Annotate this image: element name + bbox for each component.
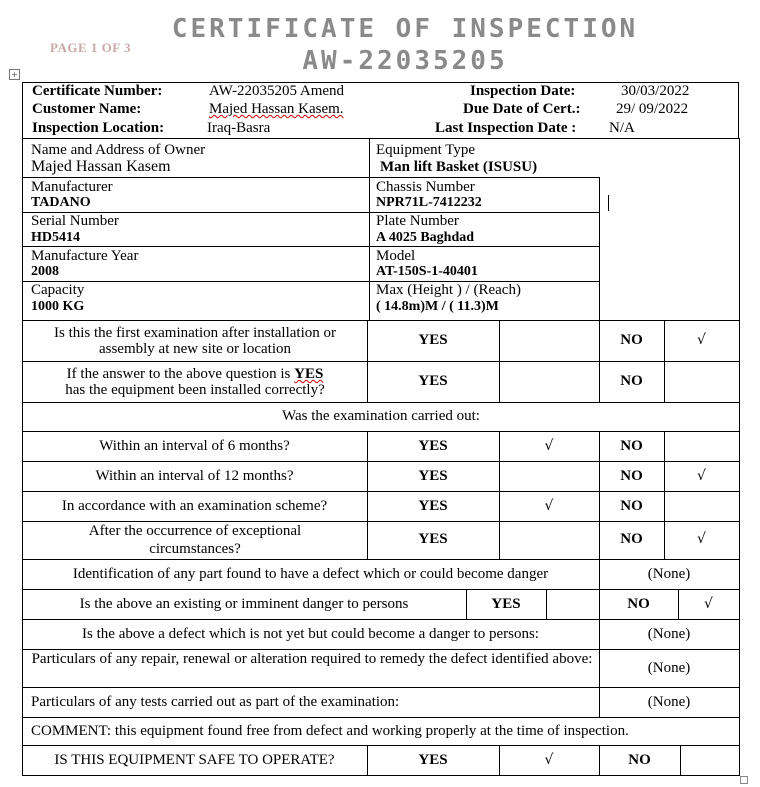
no-label: NO <box>620 332 643 348</box>
equipment-type-label: Equipment Type <box>376 142 476 158</box>
owner-value: Majed Hassan Kasem <box>31 158 171 175</box>
yes-label: YES <box>418 373 448 389</box>
question-imminent-danger: Is the above an existing or imminent danger to persons <box>79 596 409 612</box>
chassis-value: NPR71L-7412232 <box>376 195 482 210</box>
comment-text: COMMENT: this equipment found free from defect and working properly at the time of inspection. <box>31 723 629 739</box>
no-label: NO <box>620 498 643 514</box>
inspection-location-value: Iraq-Basra <box>207 120 271 136</box>
plate-label: Plate Number <box>376 213 459 229</box>
model-label: Model <box>376 248 416 264</box>
question-exceptional-circumstances: After the occurrence of exceptional circumstances? <box>88 523 302 557</box>
question-installed-correctly-yes: YES <box>294 366 324 382</box>
none-value: (None) <box>647 660 691 676</box>
certificate-title: CERTIFICATE OF INSPECTION <box>171 14 639 44</box>
chassis-label: Chassis Number <box>376 179 475 195</box>
question-12-months: Within an interval of 12 months? <box>95 468 294 484</box>
no-label: NO <box>627 596 650 612</box>
page-number-label: PAGE 1 OF 3 <box>50 40 131 55</box>
question-defect-identification: Identification of any part found to have a defect which or could become danger <box>72 566 549 582</box>
yes-label: YES <box>418 468 448 484</box>
safe-to-operate-question: IS THIS EQUIPMENT SAFE TO OPERATE? <box>54 752 335 768</box>
none-value: (None) <box>647 694 691 710</box>
capacity-value: 1000 KG <box>31 299 85 314</box>
cert-number-value: AW-22035205 Amend <box>209 83 345 99</box>
manufacturer-value: TADANO <box>31 195 91 210</box>
customer-name-value: Majed Hassan Kasem. <box>209 101 344 117</box>
table-resize-handle[interactable] <box>740 776 748 784</box>
max-height-reach-label: Max (Height ) / (Reach) <box>376 282 521 298</box>
year-label: Manufacture Year <box>31 248 139 264</box>
owner-label: Name and Address of Owner <box>31 142 206 158</box>
question-installed-correctly-text: If the answer to the above question is <box>66 366 295 382</box>
certificate-number-title: AW-22035205 <box>302 46 508 76</box>
check-mark-icon: √ <box>697 332 706 348</box>
check-mark-icon: √ <box>704 596 713 612</box>
check-mark-icon: √ <box>544 498 554 514</box>
capacity-label: Capacity <box>31 282 85 298</box>
no-label: NO <box>620 468 643 484</box>
model-value: AT-150S-1-40401 <box>376 264 478 279</box>
due-date-value: 29/ 09/2022 <box>616 101 689 117</box>
plate-value: A 4025 Baghdad <box>376 230 475 245</box>
question-installed-correctly <box>40 366 350 398</box>
question-tests-particulars: Particulars of any tests carried out as part of the examination: <box>31 694 400 710</box>
question-examination-scheme: In accordance with an examination scheme? <box>61 498 328 514</box>
inspection-location-label: Inspection Location: <box>32 120 165 136</box>
check-mark-icon: √ <box>544 438 554 454</box>
check-mark-icon: √ <box>697 531 706 547</box>
year-value: 2008 <box>31 264 59 279</box>
question-repair-particulars: Particulars of any repair, renewal or alteration required to remedy the defect identified above: <box>31 651 593 667</box>
no-label: NO <box>620 438 643 454</box>
yes-label: YES <box>418 332 448 348</box>
yes-label: YES <box>418 438 448 454</box>
equipment-type-value: Man lift Basket (ISUSU) <box>380 159 538 175</box>
question-first-examination: Is this the first examination after installation or assembly at new site or location <box>53 325 336 357</box>
last-inspection-value: N/A <box>609 120 635 136</box>
max-height-reach-value: ( 14.8m)M / ( 11.3)M <box>376 299 499 314</box>
header-block <box>22 82 739 138</box>
yes-label: YES <box>418 531 448 547</box>
yes-label: YES <box>491 596 521 612</box>
text-cursor <box>608 195 609 211</box>
inspection-date-value: 30/03/2022 <box>621 83 690 99</box>
serial-label: Serial Number <box>31 213 119 229</box>
check-mark-icon: √ <box>544 752 554 768</box>
table-move-handle-icon[interactable]: + <box>9 69 20 80</box>
no-label: NO <box>620 531 643 547</box>
none-value: (None) <box>647 626 691 642</box>
yes-label: YES <box>418 752 448 768</box>
inspection-date-label: Inspection Date: <box>470 83 576 99</box>
manufacturer-label: Manufacturer <box>31 179 113 195</box>
question-examination-carried-out: Was the examination carried out: <box>282 408 480 424</box>
question-6-months: Within an interval of 6 months? <box>99 438 290 454</box>
last-inspection-label: Last Inspection Date : <box>435 120 577 136</box>
check-mark-icon: √ <box>697 468 706 484</box>
none-value: (None) <box>647 566 691 582</box>
question-installed-correctly-text2: has the equipment been installed correctly? <box>65 382 325 398</box>
no-label: NO <box>628 752 651 768</box>
cert-number-label: Certificate Number: <box>32 83 163 99</box>
serial-value: HD5414 <box>31 230 80 245</box>
due-date-label: Due Date of Cert.: <box>463 101 581 117</box>
yes-label: YES <box>418 498 448 514</box>
customer-name-label: Customer Name: <box>32 101 142 117</box>
no-label: NO <box>620 373 643 389</box>
question-future-danger: Is the above a defect which is not yet but could become a danger to persons: <box>82 626 539 642</box>
